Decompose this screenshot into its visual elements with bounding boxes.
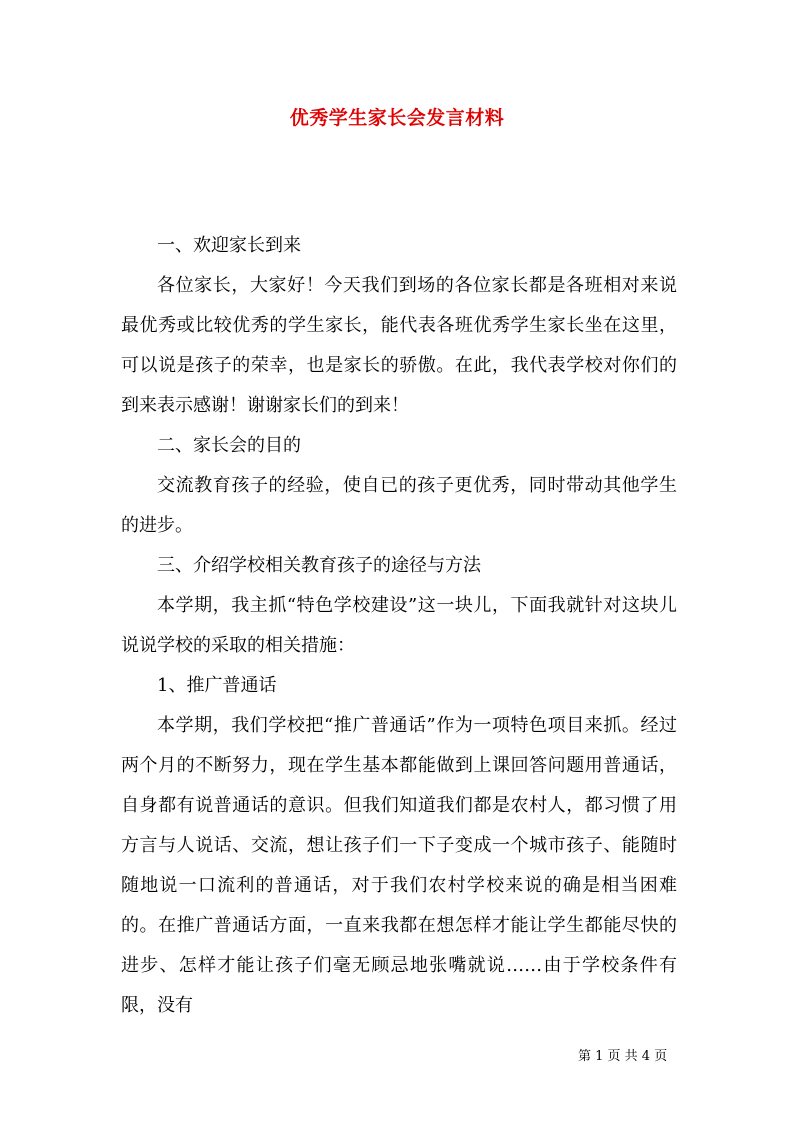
section-heading-methods: 三、介绍学校相关教育孩子的途径与方法 [157, 555, 481, 576]
subheading-mandarin: 1、推广普通话 [157, 675, 277, 696]
document-title: 优秀学生家长会发言材料 [289, 107, 505, 129]
paragraph-semester-intro: 本学期，我主抓“特色学校建设”这一块儿，下面我就针对这块儿说说学校的采取的相关措施： [121, 595, 677, 656]
section-heading-welcome: 一、欢迎家长到来 [157, 235, 301, 256]
paragraph-purpose: 交流教育孩子的经验，使自已的孩子更优秀，同时带动其他学生的进步。 [121, 475, 677, 536]
paragraph-greeting: 各位家长，大家好！今天我们到场的各位家长都是各班相对来说最优秀或比较优秀的学生家长，能代表各班优秀学生家长坐在这里，可以说是孩子的荣幸，也是家长的骄傲。在此，我代表学校对你们的到来表示感谢！谢谢家长们的到来！ [121, 275, 677, 416]
document-body [121, 226, 677, 1026]
paragraph-mandarin: 本学期，我们学校把“推广普通话”作为一项特色项目来抓。经过两个月的不断努力，现在学生基本都能做到上课回答问题用普通话，自身都有说普通话的意识。但我们知道我们都是农村人，都习惯了用方言与人说话、交流，想让孩子们一下子变成一个城市孩子、能随时随地说一口流利的普通话，对于我们农村学校来说的确是相当困难的。在推广普通话方面，一直来我都在想怎样才能让学生都能尽快的进步、怎样才能让孩子们毫无顾忌地张嘴就说……由于学校条件有限，没有 [121, 715, 677, 1016]
page-footer: 第 1 页 共 4 页 [578, 1049, 668, 1064]
section-heading-purpose: 二、家长会的目的 [157, 435, 301, 456]
